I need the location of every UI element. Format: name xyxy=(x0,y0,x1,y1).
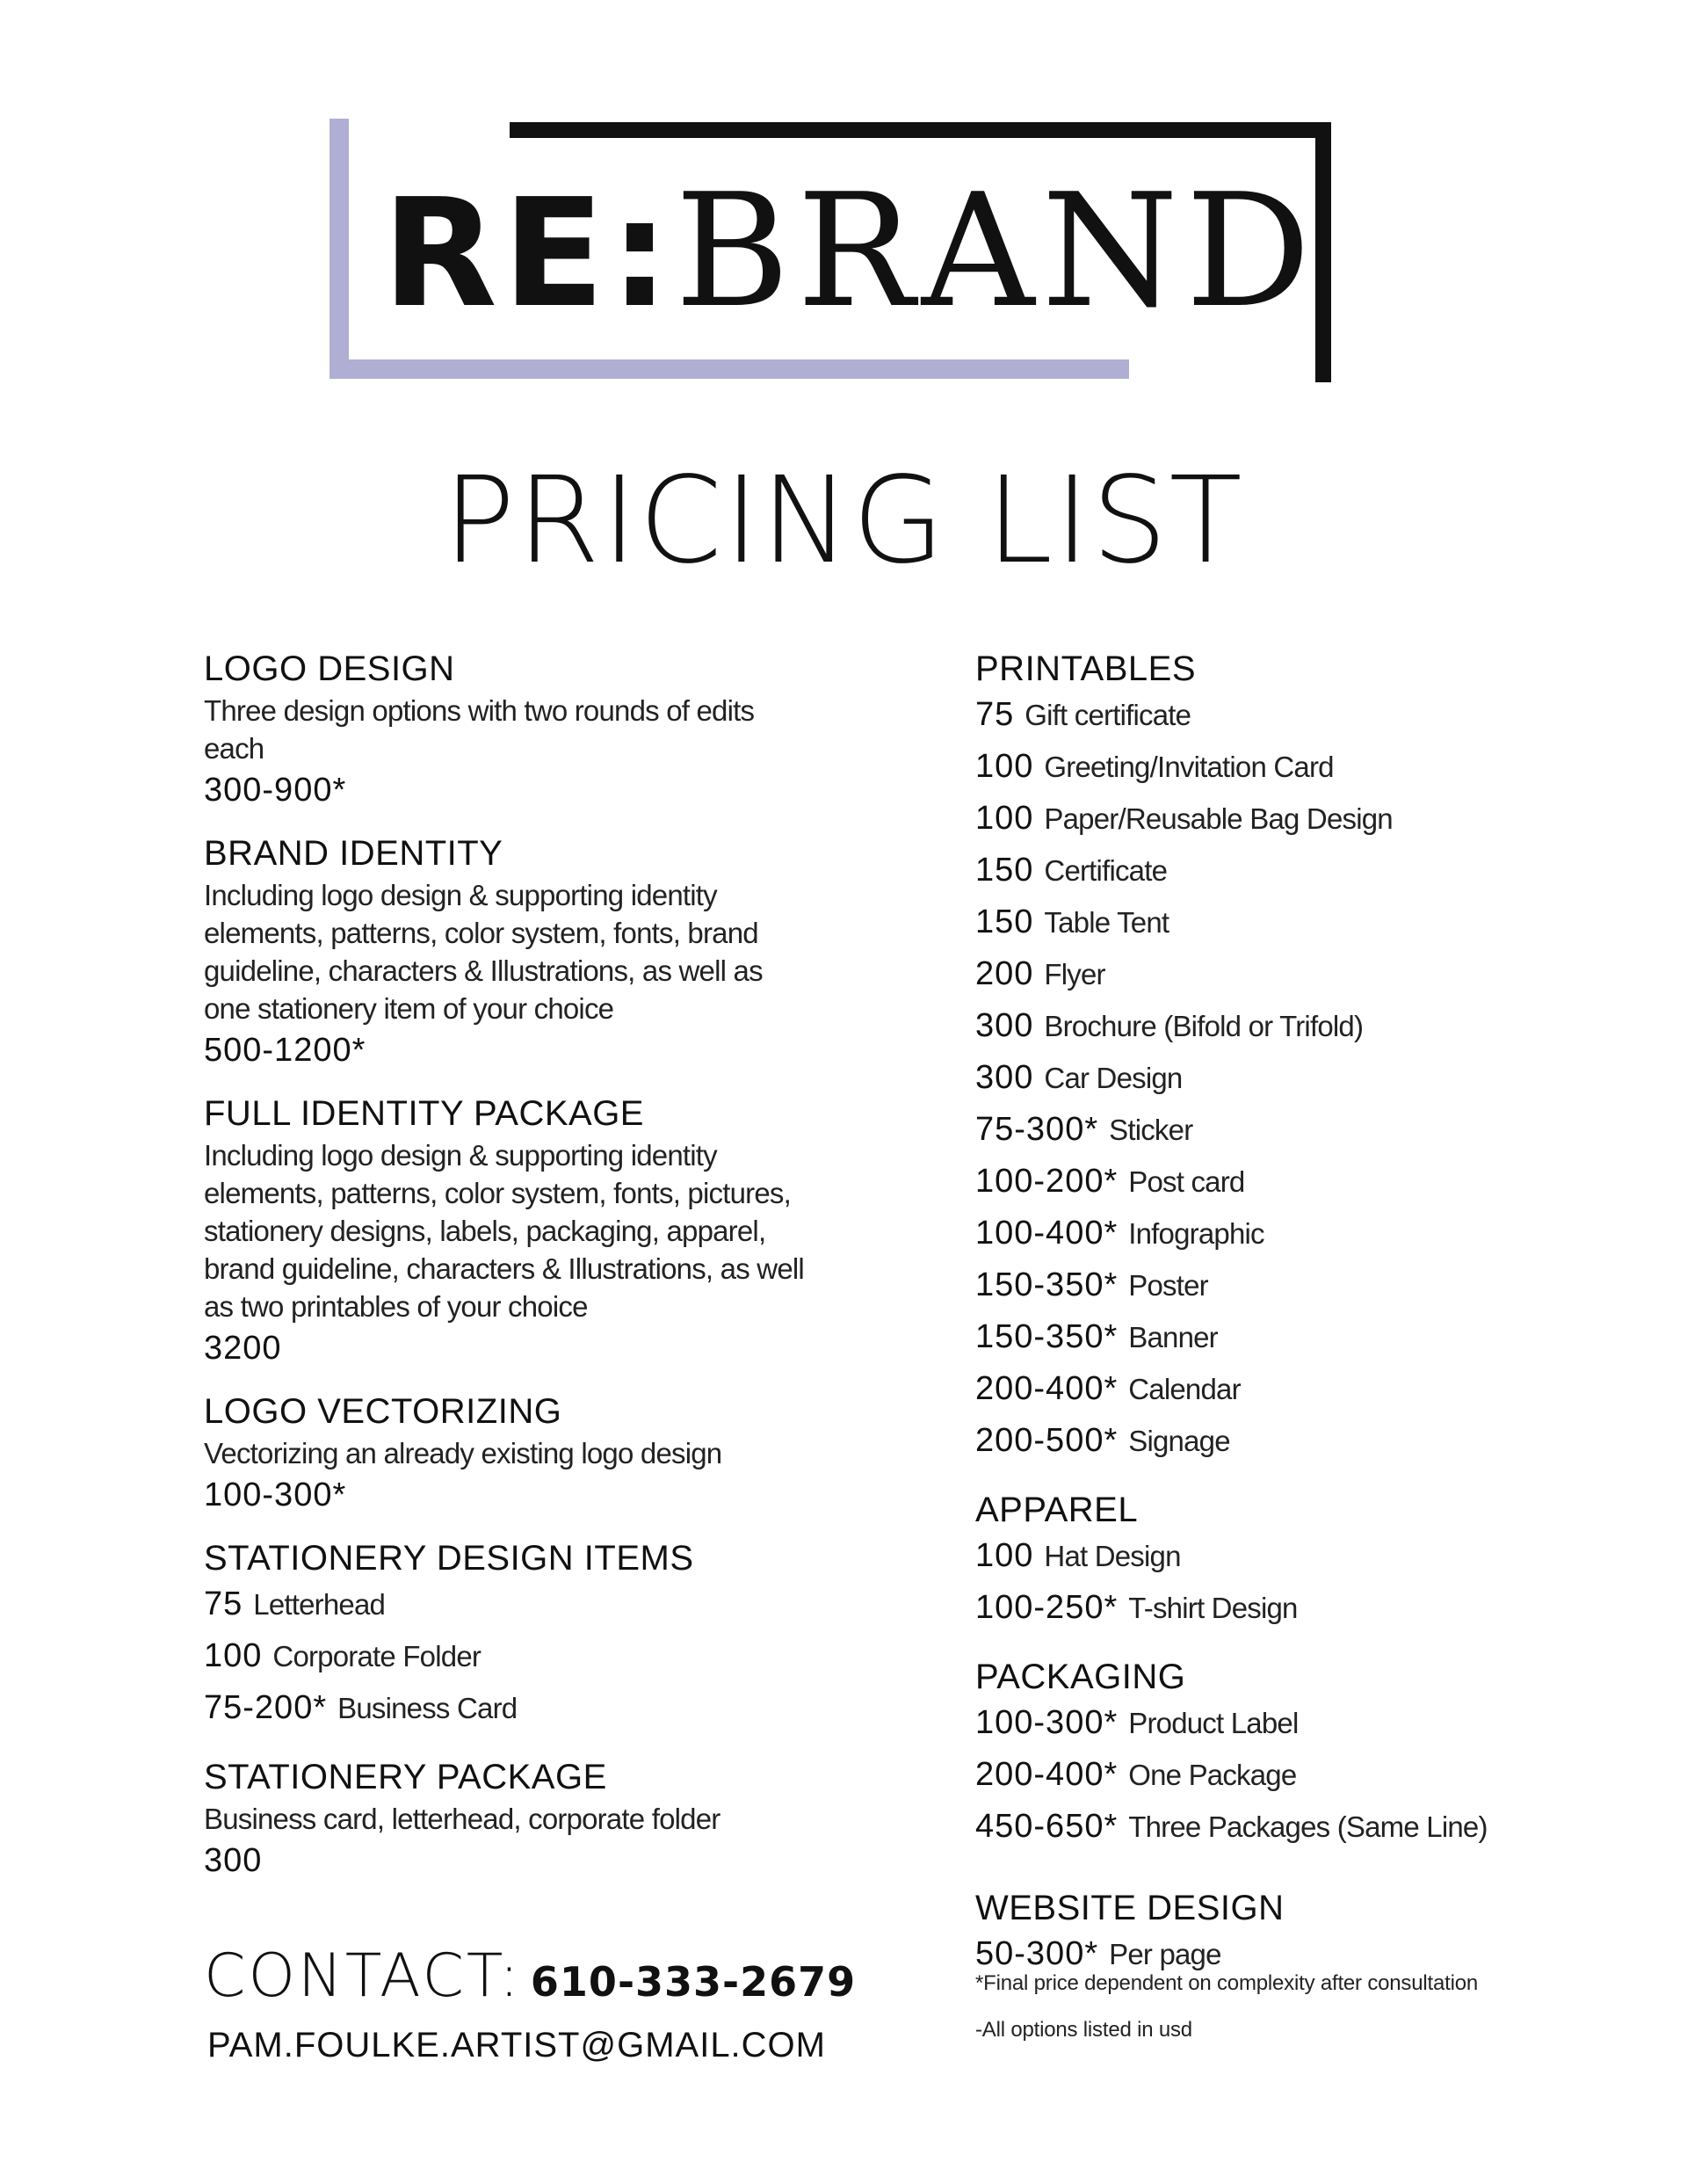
price-item xyxy=(975,1533,1661,1585)
price-item xyxy=(975,744,1661,795)
price-item xyxy=(975,951,1661,1003)
item-price: 150 xyxy=(975,852,1034,889)
pricing-section xyxy=(204,1389,819,1518)
price-item xyxy=(975,1585,1661,1636)
price-item xyxy=(975,1700,1661,1752)
section-title: STATIONERY DESIGN ITEMS xyxy=(204,1539,694,1578)
price-item xyxy=(975,1418,1661,1469)
price-item xyxy=(975,847,1661,899)
section-description: Three design options with two rounds of edits xyxy=(204,694,755,727)
item-name: Paper/Reusable Bag Design xyxy=(1044,802,1393,835)
item-price: 300 xyxy=(975,1007,1034,1044)
section-title: PACKAGING xyxy=(975,1658,1186,1696)
contact-line xyxy=(204,1941,857,2011)
item-price: 100 xyxy=(975,800,1034,837)
pricing-section xyxy=(975,646,1661,1469)
section-description: Business card, letterhead, corporate folder xyxy=(204,1803,720,1835)
item-price: 75-200* xyxy=(204,1689,328,1726)
item-price: 100-200* xyxy=(975,1163,1119,1200)
pricing-section xyxy=(204,1091,819,1371)
item-price: 300 xyxy=(975,1059,1034,1096)
item-price: 100-300* xyxy=(975,1704,1119,1741)
item-price: 200-500* xyxy=(975,1422,1119,1459)
price-item xyxy=(975,1314,1661,1366)
price-item xyxy=(975,1107,1661,1158)
item-price: 450-650* xyxy=(975,1808,1119,1845)
price-item xyxy=(975,1803,1661,1855)
item-name: Flyer xyxy=(1044,958,1105,990)
price-item xyxy=(975,1752,1661,1803)
section-title: APPAREL xyxy=(975,1491,1139,1529)
pricing-section xyxy=(204,1535,819,1737)
item-name: Signage xyxy=(1128,1425,1230,1457)
item-name: Post card xyxy=(1128,1165,1245,1198)
section-description: one stationery item of your choice xyxy=(204,992,614,1025)
section-description: elements, patterns, color system, fonts, pictures, xyxy=(204,1177,791,1209)
section-description: Vectorizing an already existing logo design xyxy=(204,1437,722,1469)
left-column xyxy=(204,646,819,1901)
footnote-currency: -All options listed in usd xyxy=(975,2018,1192,2042)
price-item xyxy=(975,1262,1661,1314)
pricing-section xyxy=(975,1654,1661,1855)
item-name: Poster xyxy=(1128,1269,1208,1302)
item-price: 50-300* xyxy=(975,1935,1099,1972)
section-title: FULL IDENTITY PACKAGE xyxy=(204,1094,644,1133)
section-price: 3200 xyxy=(204,1330,282,1367)
section-price: 100-300* xyxy=(204,1477,347,1513)
item-price: 100-250* xyxy=(975,1589,1119,1626)
logo-colon: : xyxy=(610,167,676,341)
price-item xyxy=(975,795,1661,847)
item-price: 100 xyxy=(204,1637,263,1674)
price-item xyxy=(204,1581,819,1633)
price-item xyxy=(204,1633,819,1685)
pricing-section xyxy=(975,1885,1661,1983)
item-price: 150-350* xyxy=(975,1266,1119,1303)
item-name: Table Tent xyxy=(1044,906,1169,939)
contact-email: PAM.FOULKE.ARTIST@GMAIL.COM xyxy=(207,2026,826,2064)
item-name: T-shirt Design xyxy=(1128,1592,1298,1624)
section-title: BRAND IDENTITY xyxy=(204,834,503,873)
right-column xyxy=(975,646,1661,2000)
item-name: Per page xyxy=(1109,1938,1221,1970)
price-item xyxy=(975,1158,1661,1210)
price-item xyxy=(204,1685,819,1737)
logo-brand: BRAND xyxy=(675,160,1318,342)
item-name: Banner xyxy=(1128,1321,1218,1353)
price-item xyxy=(975,899,1661,951)
logo-re: RE xyxy=(382,167,611,341)
item-name: Brochure (Bifold or Trifold) xyxy=(1044,1010,1364,1042)
section-description: as two printables of your choice xyxy=(204,1290,588,1323)
contact-phone: 610-333-2679 xyxy=(530,1958,857,2006)
item-price: 200 xyxy=(975,955,1034,992)
section-description: brand guideline, characters & Illustrations, as well xyxy=(204,1252,804,1285)
section-price: 500-1200* xyxy=(204,1032,366,1069)
item-name: Letterhead xyxy=(253,1588,386,1621)
pricing-section xyxy=(204,1754,819,1883)
section-title: STATIONERY PACKAGE xyxy=(204,1758,607,1796)
section-description: Including logo design & supporting identity xyxy=(204,879,717,911)
item-price: 75 xyxy=(204,1585,243,1622)
item-price: 100 xyxy=(975,1537,1034,1574)
section-price: 300 xyxy=(204,1842,263,1879)
item-price: 100-400* xyxy=(975,1215,1119,1252)
item-name: Three Packages (Same Line) xyxy=(1128,1810,1488,1843)
price-item xyxy=(975,1055,1661,1107)
pricing-section xyxy=(204,831,819,1073)
item-name: Hat Design xyxy=(1044,1540,1181,1572)
pricing-section xyxy=(975,1487,1661,1636)
section-description: guideline, characters & Illustrations, as well as xyxy=(204,954,763,987)
item-price: 100 xyxy=(975,748,1034,785)
item-name: Business Card xyxy=(337,1692,518,1724)
section-price: 300-900* xyxy=(204,772,347,809)
item-name: Calendar xyxy=(1128,1373,1241,1405)
footnote-price: *Final price dependent on complexity after consultation xyxy=(975,1971,1479,1995)
section-description: Including logo design & supporting identity xyxy=(204,1139,717,1172)
section-title: WEBSITE DESIGN xyxy=(975,1889,1285,1927)
section-description: stationery designs, labels, packaging, apparel, xyxy=(204,1215,766,1247)
item-price: 200-400* xyxy=(975,1756,1119,1793)
item-price: 150-350* xyxy=(975,1318,1119,1355)
item-name: One Package xyxy=(1128,1759,1297,1791)
item-name: Product Label xyxy=(1128,1707,1299,1739)
item-name: Greeting/Invitation Card xyxy=(1044,751,1334,783)
section-description: elements, patterns, color system, fonts, brand xyxy=(204,917,758,949)
item-name: Car Design xyxy=(1044,1062,1183,1094)
price-item xyxy=(975,1366,1661,1418)
section-title: LOGO VECTORIZING xyxy=(204,1392,562,1431)
item-price: 200-400* xyxy=(975,1370,1119,1407)
price-item xyxy=(975,692,1661,744)
price-item xyxy=(975,1003,1661,1055)
page-title: PRICING LIST xyxy=(443,452,1244,591)
pricing-section xyxy=(204,646,819,813)
item-name: Gift certificate xyxy=(1025,699,1191,731)
section-title: PRINTABLES xyxy=(975,649,1196,688)
section-description: each xyxy=(204,732,264,765)
item-name: Certificate xyxy=(1044,854,1168,887)
price-item xyxy=(975,1210,1661,1262)
item-price: 75 xyxy=(975,696,1015,733)
item-name: Infographic xyxy=(1128,1217,1264,1250)
section-title: LOGO DESIGN xyxy=(204,649,455,688)
contact-label: CONTACT: xyxy=(204,1941,522,2011)
item-price: 75-300* xyxy=(975,1111,1099,1148)
rebrand-logo xyxy=(329,119,1331,382)
item-name: Sticker xyxy=(1109,1114,1193,1146)
logo-wordmark xyxy=(382,160,1318,342)
item-name: Corporate Folder xyxy=(272,1640,481,1672)
item-price: 150 xyxy=(975,903,1034,940)
